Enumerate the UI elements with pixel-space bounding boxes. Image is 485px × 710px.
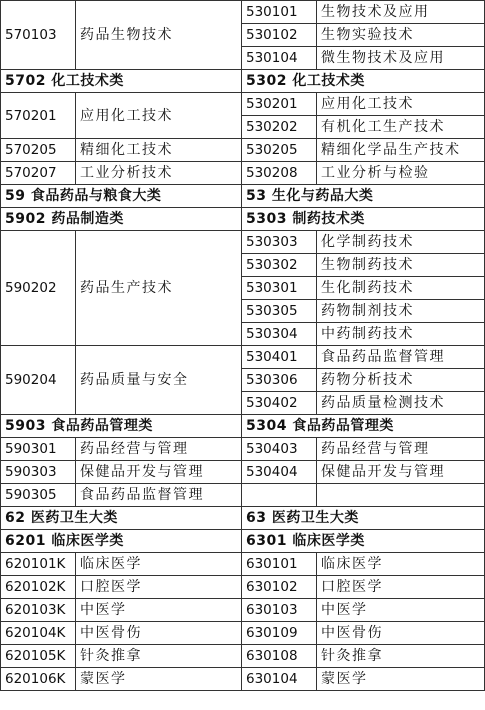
right-code-cell: 530205 xyxy=(242,139,317,162)
left-name-cell: 中医骨伤 xyxy=(76,622,242,645)
right-name-cell: 应用化工技术 xyxy=(317,93,485,116)
right-name-cell: 中医骨伤 xyxy=(317,622,485,645)
right-name-cell: 口腔医学 xyxy=(317,576,485,599)
right-code-cell: 630101 xyxy=(242,553,317,576)
table-row xyxy=(1,231,485,254)
right-name-cell: 药物制剂技术 xyxy=(317,300,485,323)
left-name-cell: 工业分析技术 xyxy=(76,162,242,185)
right-name-cell: 生化制药技术 xyxy=(317,277,485,300)
right-code-cell: 530303 xyxy=(242,231,317,254)
right-name-cell: 药物分析技术 xyxy=(317,369,485,392)
left-code-cell: 620103K xyxy=(1,599,76,622)
category-header-row xyxy=(1,208,485,231)
right-code-cell: 530101 xyxy=(242,1,317,24)
left-code-cell: 620105K xyxy=(1,645,76,668)
left-name-cell: 针灸推拿 xyxy=(76,645,242,668)
table-row xyxy=(1,93,485,116)
right-code-cell: 630103 xyxy=(242,599,317,622)
right-name-cell: 针灸推拿 xyxy=(317,645,485,668)
table-row xyxy=(1,576,485,599)
left-code-cell: 590202 xyxy=(1,231,76,346)
table-row xyxy=(1,346,485,369)
table-row xyxy=(1,162,485,185)
right-category-header: 5303 制药技术类 xyxy=(242,208,485,231)
right-name-cell: 药品质量检测技术 xyxy=(317,392,485,415)
right-name-cell: 蒙医学 xyxy=(317,668,485,691)
right-code-cell: 530402 xyxy=(242,392,317,415)
table-row xyxy=(1,599,485,622)
left-name-cell: 精细化工技术 xyxy=(76,139,242,162)
left-name-cell: 药品生产技术 xyxy=(76,231,242,346)
right-name-cell: 中医学 xyxy=(317,599,485,622)
left-code-cell: 620102K xyxy=(1,576,76,599)
right-code-cell: 630108 xyxy=(242,645,317,668)
right-name-cell: 食品药品监督管理 xyxy=(317,346,485,369)
left-category-header: 59 食品药品与粮食大类 xyxy=(1,185,242,208)
right-category-header: 63 医药卫生大类 xyxy=(242,507,485,530)
category-header-row xyxy=(1,507,485,530)
left-name-cell: 药品质量与安全 xyxy=(76,346,242,415)
right-code-cell: 530102 xyxy=(242,24,317,47)
left-code-cell: 590303 xyxy=(1,461,76,484)
right-name-cell: 生物技术及应用 xyxy=(317,1,485,24)
right-category-header: 53 生化与药品大类 xyxy=(242,185,485,208)
table-row xyxy=(1,1,485,24)
left-code-cell: 590301 xyxy=(1,438,76,461)
left-code-cell: 570207 xyxy=(1,162,76,185)
left-name-cell: 药品生物技术 xyxy=(76,1,242,70)
left-category-header: 5702 化工技术类 xyxy=(1,70,242,93)
left-name-cell: 食品药品监督管理 xyxy=(76,484,242,507)
right-code-cell: 530202 xyxy=(242,116,317,139)
left-name-cell: 蒙医学 xyxy=(76,668,242,691)
right-code-cell: 530302 xyxy=(242,254,317,277)
right-name-cell: 临床医学 xyxy=(317,553,485,576)
left-code-cell: 570201 xyxy=(1,93,76,139)
left-code-cell: 620104K xyxy=(1,622,76,645)
right-code-cell: 530201 xyxy=(242,93,317,116)
left-name-cell: 中医学 xyxy=(76,599,242,622)
category-header-row xyxy=(1,530,485,553)
right-code-cell: 530304 xyxy=(242,323,317,346)
right-name-cell: 生物实验技术 xyxy=(317,24,485,47)
right-name-cell: 药品经营与管理 xyxy=(317,438,485,461)
left-name-cell: 药品经营与管理 xyxy=(76,438,242,461)
table-row xyxy=(1,622,485,645)
left-category-header: 6201 临床医学类 xyxy=(1,530,242,553)
right-code-cell: 530404 xyxy=(242,461,317,484)
right-name-cell: 保健品开发与管理 xyxy=(317,461,485,484)
right-code-cell: 530305 xyxy=(242,300,317,323)
left-code-cell: 590305 xyxy=(1,484,76,507)
right-name-cell: 中药制药技术 xyxy=(317,323,485,346)
table-row xyxy=(1,553,485,576)
right-name-cell: 工业分析与检验 xyxy=(317,162,485,185)
table-row xyxy=(1,484,485,507)
right-code-cell: 530306 xyxy=(242,369,317,392)
right-code-cell: 530403 xyxy=(242,438,317,461)
category-header-row xyxy=(1,185,485,208)
right-category-header: 5302 化工技术类 xyxy=(242,70,485,93)
table-row xyxy=(1,139,485,162)
table-row xyxy=(1,461,485,484)
right-code-cell xyxy=(242,484,317,507)
right-code-cell: 530208 xyxy=(242,162,317,185)
right-name-cell xyxy=(317,484,485,507)
right-code-cell: 630109 xyxy=(242,622,317,645)
left-code-cell: 620101K xyxy=(1,553,76,576)
right-name-cell: 精细化学品生产技术 xyxy=(317,139,485,162)
table-row xyxy=(1,438,485,461)
category-header-row xyxy=(1,415,485,438)
left-code-cell: 620106K xyxy=(1,668,76,691)
right-code-cell: 630102 xyxy=(242,576,317,599)
left-code-cell: 590204 xyxy=(1,346,76,415)
left-code-cell: 570205 xyxy=(1,139,76,162)
right-code-cell: 630104 xyxy=(242,668,317,691)
right-code-cell: 530401 xyxy=(242,346,317,369)
left-code-cell: 570103 xyxy=(1,1,76,70)
left-name-cell: 应用化工技术 xyxy=(76,93,242,139)
right-category-header: 6301 临床医学类 xyxy=(242,530,485,553)
left-name-cell: 保健品开发与管理 xyxy=(76,461,242,484)
right-code-cell: 530301 xyxy=(242,277,317,300)
table-row xyxy=(1,645,485,668)
right-name-cell: 化学制药技术 xyxy=(317,231,485,254)
left-category-header: 5903 食品药品管理类 xyxy=(1,415,242,438)
left-name-cell: 临床医学 xyxy=(76,553,242,576)
left-category-header: 5902 药品制造类 xyxy=(1,208,242,231)
right-code-cell: 530104 xyxy=(242,47,317,70)
right-name-cell: 生物制药技术 xyxy=(317,254,485,277)
category-header-row xyxy=(1,70,485,93)
left-name-cell: 口腔医学 xyxy=(76,576,242,599)
right-name-cell: 微生物技术及应用 xyxy=(317,47,485,70)
table-row xyxy=(1,668,485,691)
right-category-header: 5304 食品药品管理类 xyxy=(242,415,485,438)
right-name-cell: 有机化工生产技术 xyxy=(317,116,485,139)
left-category-header: 62 医药卫生大类 xyxy=(1,507,242,530)
